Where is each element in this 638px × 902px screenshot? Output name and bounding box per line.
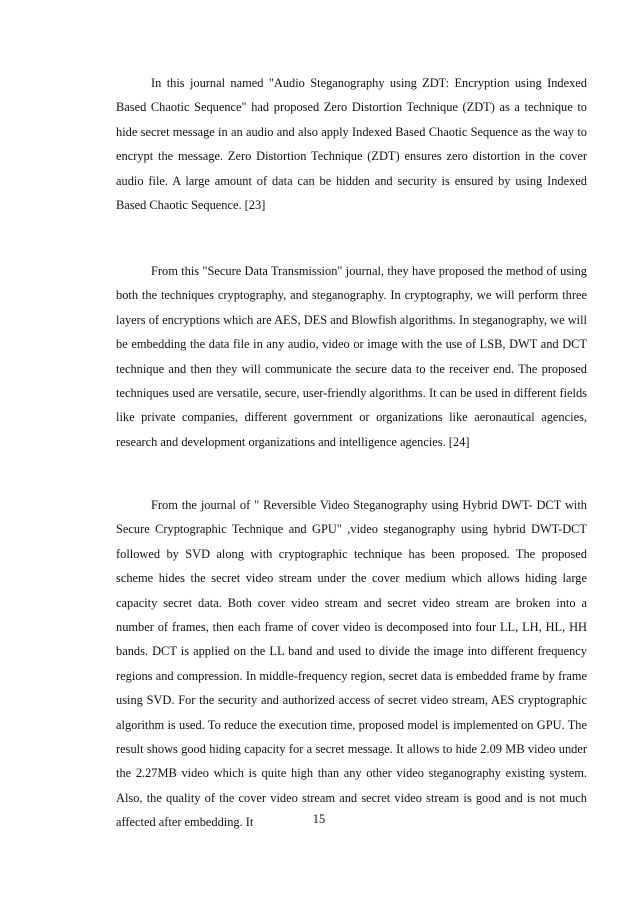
paragraph-reversible-video-steganography: From the journal of " Reversible Video Steganography using Hybrid DWT- DCT with Secure Cryptographic Technique and GPU" ,video steganography using hybrid DWT-DCT followed by SVD along with cryptographic technique has been proposed. The proposed scheme hides the secret video stream under the cover medium which allows hiding large capacity secret data. Both cover video stream and secret video stream are broken into a number of frames, then each frame of cover video is decomposed into four LL, LH, HL, HH bands. DCT is applied on the LL band and used to divide the image into different frequency regions and compression. In middle-frequency region, secret data is embedded frame by frame using SVD. For the security and authorized access of secret video stream, AES cryptographic algorithm is used. To reduce the execution time, proposed model is implemented on GPU. The result shows good hiding capacity for a secret message. It allows to hide 2.09 MB video under the 2.27MB video which is quite high than any other video steganography existing system. Also, the quality of the cover video stream and secret video stream is good and is not much affected after embedding. It bbox=[116, 498, 587, 830]
page-number: 15 bbox=[312, 812, 326, 826]
paragraph-secure-data-transmission: From this "Secure Data Transmission" journal, they have proposed the method of using both the techniques cryptography, and steganography. In cryptography, we will perform three layers of encryptions which are AES, DES and Blowfish algorithms. In steganography, we will be embedding the data file in any audio, video or image with the use of LSB, DWT and DCT technique and then they will communicate the secure data to the receiver end. The proposed techniques used are versatile, secure, user-friendly algorithms. It can be used in different fields like private companies, different government or organizations like aeronautical agencies, research and development organizations and intelligence agencies. [24] bbox=[116, 264, 587, 449]
paragraph-zdt-audio-steganography: In this journal named "Audio Steganography using ZDT: Encryption using Indexed Based Chaotic Sequence" had proposed Zero Distortion Technique (ZDT) as a technique to hide secret message in an audio and also apply Indexed Based Chaotic Sequence as the way to encrypt the message. Zero Distortion Technique (ZDT) ensures zero distortion in the cover audio file. A large amount of data can be hidden and security is ensured by using Indexed Based Chaotic Sequence. [23] bbox=[116, 76, 587, 213]
